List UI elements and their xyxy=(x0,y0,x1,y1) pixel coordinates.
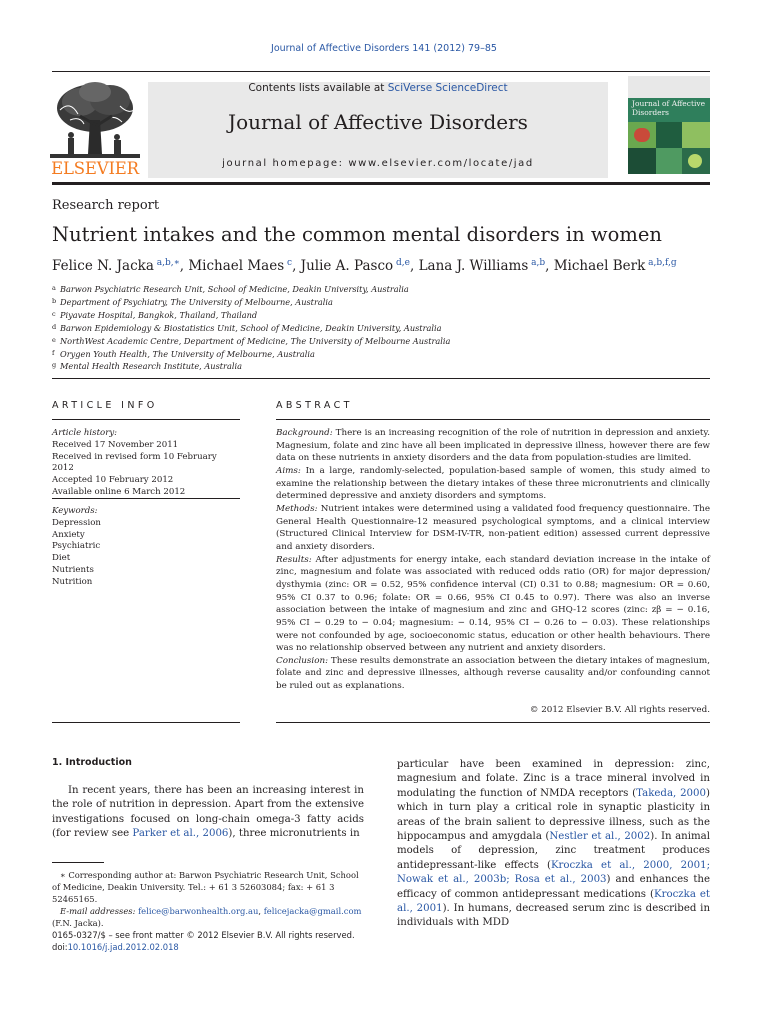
corresponding-author-footnote: ∗ Corresponding author at: Barwon Psychiatric Research Unit, School of Medicine, Deakin University. Tel.: + 61 3 52603084; fax: + 61 3 52465165. E-mail addresses: felice@barwonhealth.org.au, felicejacka@gmail.com (F.N. Jacka). xyxy=(52,869,364,929)
header-thick-rule xyxy=(52,182,710,185)
affiliation-item xyxy=(52,348,712,361)
reference-link[interactable]: Nestler et al., 2002 xyxy=(549,831,651,843)
abstract-section-label: Methods: xyxy=(276,503,318,514)
keywords-label: Keywords: xyxy=(52,506,98,516)
abstract-section xyxy=(276,465,710,503)
section-heading-introduction: 1. Introduction xyxy=(52,757,132,768)
author-affiliation-marks[interactable]: a,b,∗ xyxy=(153,258,180,268)
keyword-item: Psychiatric xyxy=(52,541,101,552)
body-text: ). In humans, decreased serum zinc is described in individuals with MDD xyxy=(397,903,710,929)
author-affiliation-marks[interactable]: c xyxy=(284,258,293,268)
article-type: Research report xyxy=(52,198,160,213)
keywords-block xyxy=(52,506,240,589)
abstract-section-label: Aims: xyxy=(276,465,301,476)
corresponding-text: ∗ Corresponding author at: Barwon Psychiatric Research Unit, School of Medicine, Deakin University. Tel.: + 61 3 52603084; fax: + 61 3 52465165. xyxy=(52,870,359,904)
affiliation-item xyxy=(52,283,712,296)
history-item: Accepted 10 February 2012 xyxy=(52,475,174,486)
affiliation-text: Barwon Epidemiology & Biostatistics Unit, School of Medicine, Deakin University, Australia xyxy=(60,322,442,333)
keywords-rule xyxy=(52,498,240,499)
elsevier-wordmark: ELSEVIER xyxy=(51,159,139,178)
body-text: ) which in turn play a critical role in synaptic plasticity in areas of the brain salient to depressive illness, such as the hippocampus and amygdala ( xyxy=(397,787,710,843)
keyword-item: Anxiety xyxy=(52,529,85,540)
head-rule xyxy=(52,378,710,379)
elsevier-logo xyxy=(50,80,140,178)
reference-link[interactable]: Kroczka et al., 2000, 2001; Nowak et al., 2003b; Rosa et al., 2003 xyxy=(397,859,710,886)
body-text: ) and enhances the efficacy of common antidepressant medications ( xyxy=(397,874,711,900)
legal-info xyxy=(52,929,364,953)
author-affiliation-marks[interactable]: d,e xyxy=(393,258,410,268)
contents-line xyxy=(148,82,608,94)
affiliation-text: Piyavate Hospital, Bangkok, Thailand, Thailand xyxy=(60,309,258,320)
abstract-section xyxy=(276,503,710,554)
body-text: ), three micronutrients in xyxy=(228,828,360,840)
history-label: Article history: xyxy=(52,428,118,438)
body-left-column xyxy=(52,784,364,842)
author-affiliation-marks[interactable]: a,b,f,g xyxy=(645,258,677,268)
abstract-copyright: © 2012 Elsevier B.V. All rights reserved. xyxy=(529,705,710,715)
affiliation-text: Orygen Youth Health, The University of Melbourne, Australia xyxy=(60,348,315,359)
body-text: ). In animal models of depression, zinc treatment produces antidepressant-like effects ( xyxy=(397,831,710,871)
body-text: In recent years, there has been an increasing interest in the role of nutrition in depression. Apart from the extensive investigations focused on long-chain omega-3 fatty acids (for review see xyxy=(52,785,364,840)
abstract-section-label: Conclusion: xyxy=(276,655,329,666)
author-name: Michael Berk xyxy=(553,258,646,274)
abstract-section-text: After adjustments for energy intake, each standard deviation increase in the intake of zinc, magnesium and folate was associated with reduced odds ratio (OR) for major depression/ dysthymia (zinc: OR = 0.52, 95% confidence interval (CI) 0.31 to 0.88; magnesium: OR = 0.60, 95% CI 0.37 to 0.96; folate: OR = 0.66, 95% CI 0.45 to 0.97). There was also an inverse association between the intake of magnesium and zinc and GHQ-12 scores (zinc: zβ = − 0.16, 95% CI − 0.29 to − 0.04; magnesium: − 0.14, 95% CI − 0.26 to − 0.03). These relationships were not confounded by age, socioeconomic status, education or other health behaviours. There was no relationship observed between any nutrient and anxiety disorders. xyxy=(276,554,710,654)
author-name: Lana J. Williams xyxy=(418,258,529,274)
abstract-section xyxy=(276,655,710,693)
article-history xyxy=(52,428,240,499)
affiliation-letter: e xyxy=(52,335,56,344)
history-item: Received 17 November 2011 xyxy=(52,439,179,450)
reference-link[interactable]: Parker et al., 2006 xyxy=(132,828,229,840)
affiliation-letter: d xyxy=(52,322,57,331)
email-owner: (F.N. Jacka). xyxy=(52,918,104,928)
author-name: Michael Maes xyxy=(188,258,285,274)
affiliation-text: Department of Psychiatry, The University of Melbourne, Australia xyxy=(60,296,333,307)
header-rule xyxy=(52,71,710,72)
affiliation-text: Mental Health Research Institute, Australia xyxy=(60,361,242,372)
author-name: Felice N. Jacka xyxy=(52,258,154,274)
article-info-rule xyxy=(52,419,240,420)
affiliation-letter: f xyxy=(52,348,55,357)
article-info-heading: ARTICLE INFO xyxy=(52,400,158,411)
reference-link[interactable]: Takeda, 2000 xyxy=(636,787,707,799)
abstract-section xyxy=(276,427,710,465)
keyword-item: Nutrients xyxy=(52,564,94,575)
email-link-2[interactable]: felicejacka@gmail.com xyxy=(263,906,362,916)
abstract-body xyxy=(276,427,710,693)
abstract-rule xyxy=(276,419,710,420)
info-bottom-rule xyxy=(52,722,240,723)
affiliation-item xyxy=(52,335,712,348)
cover-title: Journal of Affective Disorders xyxy=(632,99,706,117)
contents-prefix: Contents lists available at xyxy=(248,82,388,94)
sciencedirect-link[interactable]: SciVerse ScienceDirect xyxy=(387,82,508,94)
abstract-section-text: These results demonstrate an association between the dietary intakes of magnesium, folate and zinc and depressive illnesses, although reverse causality and/or confounding cannot be ruled out as explanations. xyxy=(276,655,710,692)
keyword-item: Nutrition xyxy=(52,576,93,587)
affiliation-text: NorthWest Academic Centre, Department of Medicine, The University of Melbourne Australia xyxy=(60,335,451,346)
affiliation-letter: g xyxy=(52,361,57,370)
journal-title: Journal of Affective Disorders xyxy=(228,110,528,134)
affiliation-item xyxy=(52,296,712,309)
keyword-item: Diet xyxy=(52,553,71,564)
author-name: Julie A. Pasco xyxy=(300,258,394,274)
issn-line: 0165-0327/$ – see front matter © 2012 Elsevier B.V. All rights reserved. xyxy=(52,930,355,940)
affiliation-list xyxy=(52,283,712,373)
keyword-item: Depression xyxy=(52,517,101,528)
elsevier-tree-icon xyxy=(50,80,140,160)
abstract-section-label: Results: xyxy=(276,554,312,565)
history-item: Received in revised form 10 February 2012 xyxy=(52,451,217,474)
affiliation-letter: c xyxy=(52,309,56,318)
author-list: Felice N. Jacka $^{a,b,∗}$, Michael Maes $^c$, Julie A. Pasco $^{d,e}$, Lana J. Williams $^{a,b}$, Michael Berk $^{a,b,f,g}$ xyxy=(52,258,677,274)
doi-label: doi: xyxy=(52,942,68,952)
abstract-section xyxy=(276,554,710,655)
journal-cover-thumbnail xyxy=(628,76,710,174)
affiliation-item xyxy=(52,360,712,373)
abstract-bottom-rule xyxy=(276,722,710,723)
history-item: Available online 6 March 2012 xyxy=(52,486,186,497)
reference-link[interactable]: Kroczka et al., 2001 xyxy=(397,888,711,915)
email-link-1[interactable]: felice@barwonhealth.org.au xyxy=(138,906,259,916)
affiliation-item xyxy=(52,322,712,335)
abstract-heading: ABSTRACT xyxy=(276,400,353,411)
abstract-section-text: There is an increasing recognition of the role of nutrition in depression and anxiety. Magnesium, folate and zinc have all been implicated in depressive illness, however there are few data on these nutrients in anxiety disorders and the data from population-studies are limited. xyxy=(276,428,710,464)
affiliation-letter: a xyxy=(52,284,56,292)
footnote-rule xyxy=(52,862,104,863)
abstract-section-text: In a large, randomly-selected, population-based sample of women, this study aimed to examine the relationship between the dietary intakes of these three micronutrients and clinically determined depressive and anxiety disorders and symptoms. xyxy=(276,465,710,502)
body-right-column xyxy=(397,758,710,931)
author-affiliation-marks[interactable]: a,b xyxy=(528,258,546,268)
affiliation-item xyxy=(52,309,712,322)
affiliation-text: Barwon Psychiatric Research Unit, School of Medicine, Deakin University, Australia xyxy=(60,284,409,294)
article-title: Nutrient intakes and the common mental disorders in women xyxy=(52,223,662,246)
journal-homepage[interactable]: journal homepage: www.elsevier.com/locate/jad xyxy=(222,158,534,169)
affiliation-letter: b xyxy=(52,296,57,305)
abstract-section-text: Nutrient intakes were determined using a validated food frequency questionnaire. The General Health Questionnaire-12 measured psychological symptoms, and a clinical interview (Structured Clinical Interview for DSM-IV-TR, non-patient edition) assessed current depressive and anxiety disorders. xyxy=(276,503,710,552)
abstract-section-label: Background: xyxy=(276,428,333,438)
journal-citation[interactable]: Journal of Affective Disorders 141 (2012) 79–85 xyxy=(271,43,497,54)
email-label: E-mail addresses: xyxy=(60,906,136,916)
doi-link[interactable]: 10.1016/j.jad.2012.02.018 xyxy=(67,942,179,952)
body-text: particular have been examined in depression: zinc, magnesium and folate. Zinc is a trace mineral involved in modulating the function of NMDA receptors ( xyxy=(397,759,710,799)
